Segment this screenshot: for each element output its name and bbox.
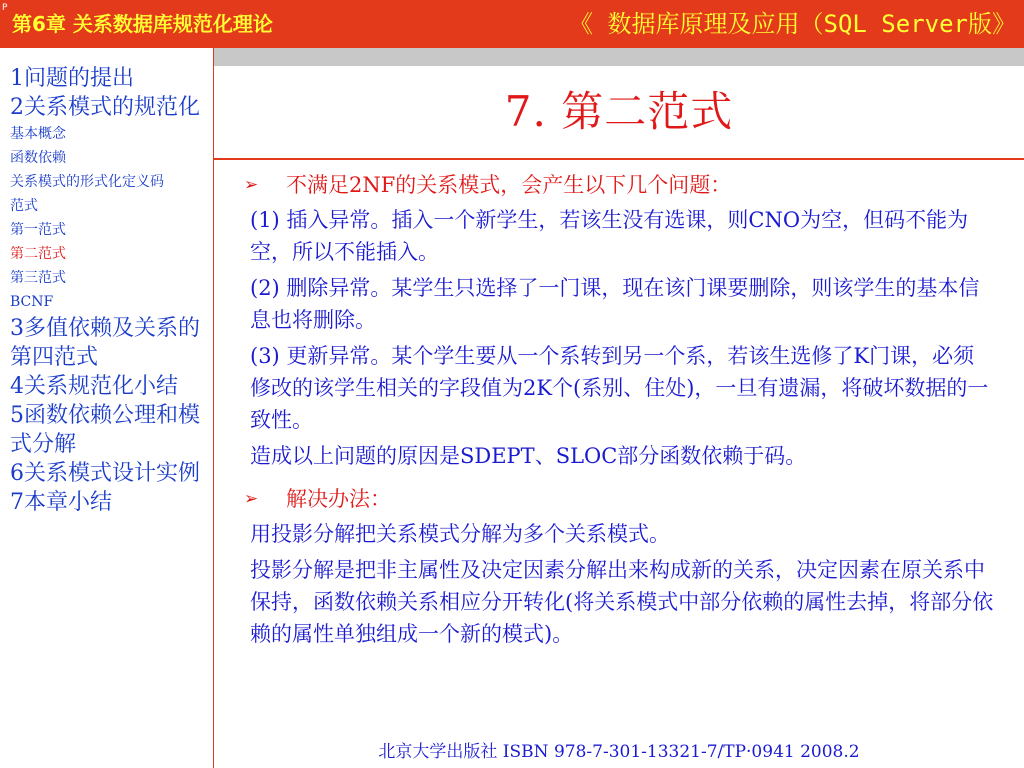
para-update-anomaly: (3) 更新异常。某个学生要从一个系转到另一个系，若该生选修了K门课，必须修改的该学生相关的字段值为2K个(系别、住处)，一旦有遗漏，将破坏数据的一致性。 <box>250 344 989 432</box>
nav-item-chapter-summary[interactable]: 7本章小结 <box>10 490 112 515</box>
arrow-bullet-icon: ➢ <box>244 175 259 195</box>
slide-title: 7. 第二范式 <box>504 87 734 136</box>
para-projection: 用投影分解把关系模式分解为多个关系模式。 <box>250 522 670 546</box>
para-cause: 造成以上问题的原因是SDEPT、SLOC部分函数依赖于码。 <box>250 444 807 468</box>
bullet-solution-text: 解决办法： <box>286 487 391 511</box>
nav-item-basic-concepts[interactable]: 基本概念 <box>10 126 66 142</box>
slide-content <box>236 168 1006 654</box>
bullet-solution <box>236 482 1006 516</box>
nav-item-design-example[interactable]: 6关系模式设计实例 <box>10 461 200 486</box>
bullet-problems-text: 不满足2NF的关系模式，会产生以下几个问题： <box>286 173 732 197</box>
nav-item-formal-definition[interactable]: 关系模式的形式化定义码 <box>10 174 164 190</box>
header-strip <box>214 48 1024 66</box>
nav-item-axioms-decomposition[interactable]: 5函数依赖公理和模式分解 <box>10 403 200 457</box>
arrow-bullet-icon: ➢ <box>244 489 259 509</box>
chapter-title: 第6章 关系数据库规范化理论 <box>12 12 273 36</box>
footer-publisher: 北京大学出版社 ISBN 978-7-301-13321-7/TP·0941 2008.2 <box>378 742 860 762</box>
nav-item-problem[interactable]: 1问题的提出 <box>10 66 134 91</box>
bullet-problems <box>236 168 1006 202</box>
nav-item-summary-normalization[interactable]: 4关系规范化小结 <box>10 374 178 399</box>
header-bar <box>0 0 1024 48</box>
para-delete-anomaly: (2) 删除异常。某学生只选择了一门课，现在该门课要删除，则该学生的基本信息也将删除。 <box>250 276 980 332</box>
header-badge: P <box>2 3 8 13</box>
para-insert-anomaly: (1) 插入异常。插入一个新学生，若该生没有选课，则CNO为空，但码不能为空，所以不能插入。 <box>250 208 969 264</box>
para-projection-detail: 投影分解是把非主属性及决定因素分解出来构成新的关系，决定因素在原关系中保持，函数依赖关系相应分开转化(将关系模式中部分依赖的属性去掉，将部分依赖的属性单独组成一个新的模式)。 <box>250 558 994 646</box>
book-title: 《 数据库原理及应用（SQL Server版》 <box>569 10 1016 38</box>
nav-item-functional-dependency[interactable]: 函数依赖 <box>10 150 66 166</box>
chapter-nav <box>10 64 214 517</box>
nav-item-3nf[interactable]: 第三范式 <box>10 270 66 286</box>
nav-item-normal-forms[interactable]: 范式 <box>10 198 38 214</box>
nav-item-mvd-4nf[interactable]: 3多值依赖及关系的第四范式 <box>10 316 200 370</box>
title-divider <box>214 158 1024 160</box>
nav-item-2nf[interactable]: 第二范式 <box>10 246 66 262</box>
nav-item-normalization[interactable]: 2关系模式的规范化 <box>10 95 200 120</box>
nav-item-bcnf[interactable]: BCNF <box>10 294 54 310</box>
nav-item-1nf[interactable]: 第一范式 <box>10 222 66 238</box>
